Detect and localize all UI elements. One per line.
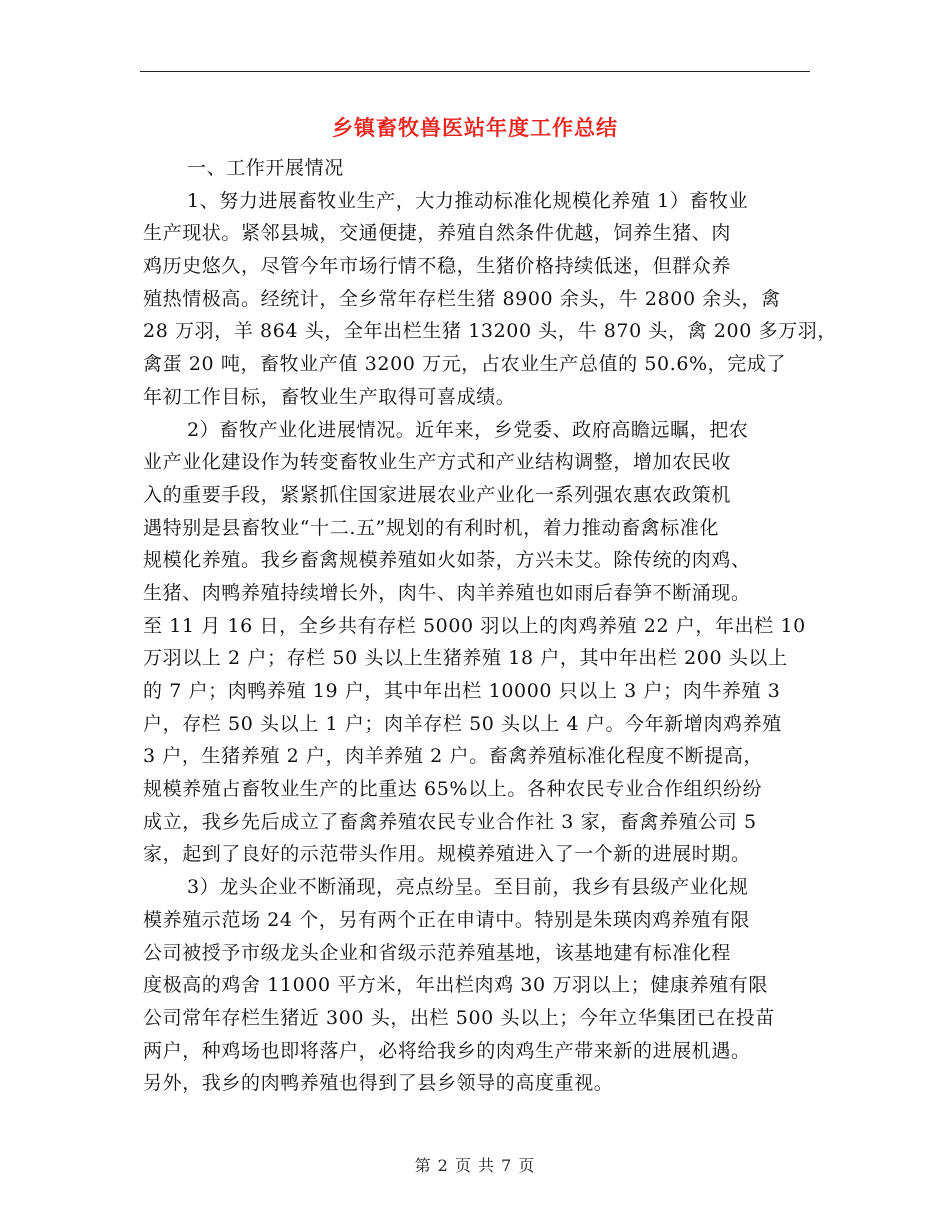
- paragraph-line: 成立，我乡先后成立了畜禽养殖农民专业合作社 3 家，畜禽养殖公司 5: [143, 810, 757, 833]
- paragraph-line: 业产业化建设作为转变畜牧业生产方式和产业结构调整，增加农民收: [143, 451, 732, 474]
- paragraph-line: 2）畜牧产业化进展情况。近年来，乡党委、政府高瞻远瞩，把农: [187, 418, 749, 441]
- paragraph-line: 1、努力进展畜牧业生产，大力推动标准化规模化养殖 1）畜牧业: [187, 189, 749, 212]
- paragraph-line: 公司常年存栏生猪近 300 头，出栏 500 头以上；今年立华集团已在投苗: [143, 1006, 775, 1029]
- paragraph-line: 28 万羽，羊 864 头，全年出栏生猪 13200 头，牛 870 头，禽 200 多万羽，: [143, 320, 837, 343]
- paragraph-line: 年初工作目标，畜牧业生产取得可喜成绩。: [143, 385, 516, 408]
- paragraph-line: 的 7 户；肉鸭养殖 19 户，其中年出栏 10000 只以上 3 户；肉牛养殖 3: [143, 680, 781, 702]
- paragraph-line: 生产现状。紧邻县城，交通便捷，养殖自然条件优越，饲养生猪、肉: [143, 222, 732, 245]
- paragraph-line: 户，存栏 50 头以上 1 户；肉羊存栏 50 头以上 4 户。今年新增肉鸡养殖: [143, 712, 782, 735]
- paragraph-line: 度极高的鸡舍 11000 平方米，年出栏肉鸡 30 万羽以上；健康养殖有限: [143, 974, 768, 997]
- paragraph-line: 万羽以上 2 户；存栏 50 头以上生猪养殖 18 户，其中年出栏 200 头以上: [143, 647, 788, 670]
- paragraph-line: 至 11 月 16 日，全乡共有存栏 5000 羽以上的肉鸡养殖 22 户，年出栏 10: [143, 614, 806, 637]
- paragraph-line: 3）龙头企业不断涌现，亮点纷呈。至目前，我乡有县级产业化规: [187, 876, 749, 899]
- paragraph-line: 生猪、肉鸭养殖持续增长外，肉牛、肉羊养殖也如雨后春笋不断涌现。: [143, 581, 751, 604]
- paragraph-line: 3 户，生猪养殖 2 户，肉羊养殖 2 户。畜禽养殖标准化程度不断提高，: [143, 745, 764, 768]
- paragraph-line: 殖热情极高。经统计，全乡常年存栏生猪 8900 余头，牛 2800 余头，禽: [143, 287, 781, 310]
- paragraph-line: 鸡历史悠久，尽管今年市场行情不稳，生猪价格持续低迷，但群众养: [143, 255, 732, 278]
- paragraph-line: 模养殖示范场 24 个，另有两个正在申请中。特别是朱瑛肉鸡养殖有限: [143, 908, 751, 931]
- paragraph-line: 家，起到了良好的示范带头作用。规模养殖进入了一个新的进展时期。: [143, 843, 751, 866]
- page-number: 第 2 页 共 7 页: [414, 1156, 536, 1175]
- paragraph-line: 规模养殖占畜牧业生产的比重达 65%以上。各种农民专业合作组织纷纷: [143, 778, 763, 801]
- document-body: [143, 152, 837, 1100]
- section-heading: 一、工作开展情况: [187, 157, 344, 179]
- paragraph-line: 规模化养殖。我乡畜禽规模养殖如火如荼，方兴未艾。除传统的肉鸡、: [143, 549, 751, 572]
- paragraph-line: 禽蛋 20 吨，畜牧业产值 3200 万元，占农业生产总值的 50.6%，完成了: [143, 353, 787, 376]
- paragraph-line: 另外，我乡的肉鸭养殖也得到了县乡领导的高度重视。: [143, 1072, 614, 1095]
- header-rule: [140, 71, 810, 72]
- paragraph-line: 公司被授予市级龙头企业和省级示范养殖基地，该基地建有标准化程: [143, 941, 732, 964]
- document-title: 乡镇畜牧兽医站年度工作总结: [332, 116, 618, 140]
- paragraph-line: 入的重要手段，紧紧抓住国家进展农业产业化一系列强农惠农政策机: [143, 483, 732, 506]
- paragraph-line: 两户，种鸡场也即将落户，必将给我乡的肉鸡生产带来新的进展机遇。: [143, 1039, 751, 1062]
- paragraph-line: 遇特别是县畜牧业“十二.五”规划的有利时机，着力推动畜禽标准化: [143, 516, 720, 539]
